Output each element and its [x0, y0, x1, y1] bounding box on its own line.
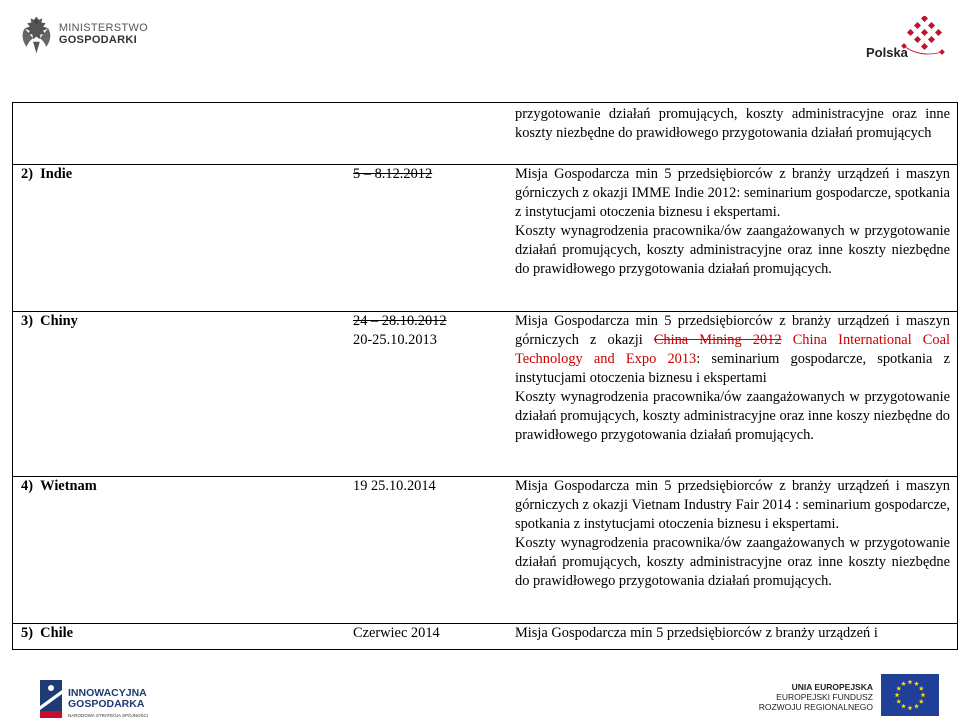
ue-line2: EUROPEJSKI FUNDUSZ: [776, 692, 873, 702]
description-paragraph: [515, 105, 950, 143]
text-run: Misja Gospodarcza min 5 przedsiębiorców z branży urządzeń i maszyn górniczych z okazji: [515, 313, 950, 348]
text-run: China Mining 2012: [653, 332, 782, 348]
text-run: Misja Gospodarcza min 5 przedsiębiorców z branży urządzeń i maszyn górniczych z okazji IMME Indie 2012: seminarium gospodarcze, spotkania z instytucjami otoczenia biznesu i ekspertami.: [515, 166, 950, 220]
ministry-logo: [18, 4, 148, 66]
description-paragraph: [515, 477, 950, 534]
innowacyjna-gospodarka-logo: [38, 676, 178, 722]
ig-line2: GOSPODARKA: [68, 698, 145, 710]
text-run: Misja Gospodarcza min 5 przedsiębiorców z branży urządzeń i: [515, 625, 878, 641]
description-cell: [515, 105, 950, 143]
text-run: 24 – 28.10.2012: [353, 313, 447, 329]
mission-table: [12, 102, 958, 650]
white-eagle-emblem-icon: [18, 9, 55, 61]
ig-subtitle: NARODOWA STRATEGIA SPÓJNOŚCI: [68, 713, 149, 718]
text-run: Koszty wynagrodzenia pracownika/ów zaangażowanych w przygotowanie działań promujących, koszty administracyjne oraz inne koszty niezbędne do prawidłowego przygotowania działań promujących.: [515, 535, 950, 589]
date-cell: [353, 624, 503, 643]
description-paragraph: [515, 534, 950, 591]
date-line: [353, 331, 503, 350]
description-paragraph: [515, 312, 950, 388]
country-cell: 4) Wietnam: [21, 478, 97, 494]
ministry-name-line2: GOSPODARKI: [58, 34, 138, 46]
ministry-name-line1: MINISTERSTWO: [58, 22, 148, 35]
polska-logo: [858, 8, 954, 66]
polska-label: Polska: [866, 45, 908, 60]
innovative-economy-emblem-icon: [38, 680, 64, 718]
description-paragraph: [515, 165, 950, 222]
text-run: przygotowanie działań promujących, koszty administracyjne oraz inne koszty niezbędne do prawidłowego przygotowania działań promujących: [515, 106, 950, 141]
text-run: Czerwiec 2014: [353, 625, 440, 641]
text-run: Koszty wynagrodzenia pracownika/ów zaangażowanych w przygotowanie działań promujących, koszty administracyjne oraz inne koszy niezbędne do prawidłowego przygotowania działań promujących.: [515, 389, 950, 443]
ue-line1: UNIA EUROPEJSKA: [791, 682, 873, 692]
country-cell: 3) Chiny: [21, 313, 78, 329]
text-run: 20-25.10.2013: [353, 332, 437, 348]
description-cell: [515, 624, 950, 643]
text-run: Misja Gospodarcza min 5 przedsiębiorców z branży urządzeń i maszyn górniczych z okazji Vietnam Industry Fair 2014 : seminarium gospodarcze, spotkania z instytucjami otoczenia biznesu i ekspertami.: [515, 478, 950, 532]
description-paragraph: [515, 624, 950, 643]
text-run: : seminarium gospodarcze, spotkania z instytucjami otoczenia biznesu i ekspertami: [515, 351, 950, 386]
date-line: [353, 165, 503, 184]
country-cell: 5) Chile: [21, 625, 73, 641]
text-run: Koszty wynagrodzenia pracownika/ów zaangażowanych w przygotowanie działań promujących, koszty administracyjne oraz inne koszty niezbędne do prawidłowego przygotowania działań promujących.: [515, 223, 950, 277]
description-cell: [515, 477, 950, 591]
ue-line3: ROZWOJU REGIONALNEGO: [758, 702, 873, 712]
text-run: China International Coal Technology and Expo 2013: [515, 332, 950, 367]
description-paragraph: [515, 222, 950, 279]
eu-fund-logo: [758, 672, 955, 722]
eu-flag-icon: [881, 674, 939, 716]
date-line: [353, 312, 503, 331]
date-cell: [353, 312, 503, 350]
description-paragraph: [515, 388, 950, 445]
text-run: 19 25.10.2014: [353, 478, 436, 494]
date-line: [353, 477, 503, 496]
date-cell: [353, 165, 503, 184]
country-cell: 2) Indie: [21, 166, 73, 182]
date-line: [353, 624, 503, 643]
description-cell: [515, 312, 950, 445]
text-run: 5 – 8.12.2012: [353, 166, 433, 182]
description-cell: [515, 165, 950, 279]
ig-line1: INNOWACYJNA: [68, 687, 147, 699]
date-cell: [353, 477, 503, 496]
